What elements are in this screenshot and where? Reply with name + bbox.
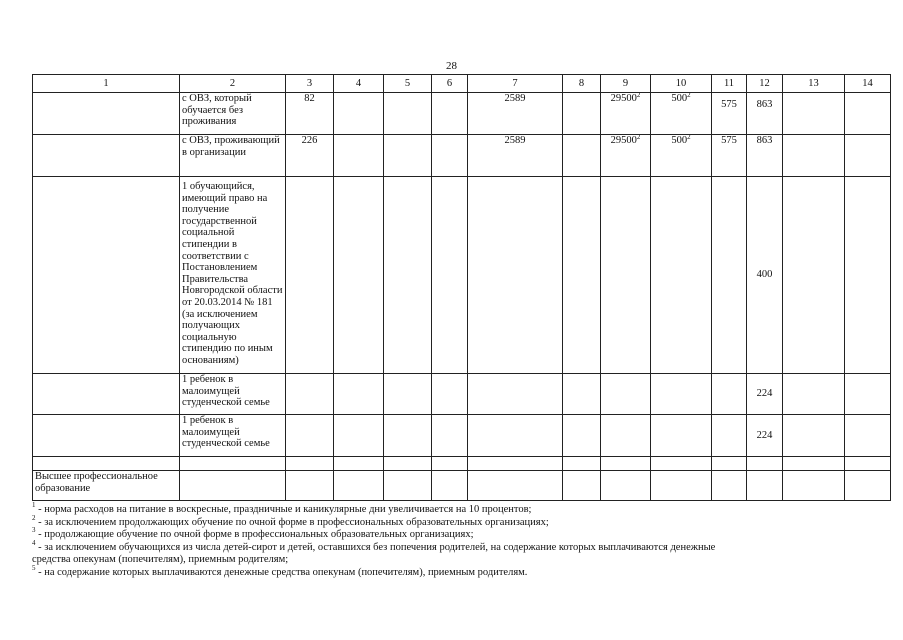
column-header: 14 — [845, 75, 891, 93]
column-header: 10 — [651, 75, 712, 93]
footnotes — [32, 501, 892, 580]
table-row — [33, 471, 891, 501]
column-header: 7 — [468, 75, 563, 93]
value-cell: 226 — [286, 135, 334, 177]
value-cell: 29500$^2$ — [601, 93, 651, 135]
description-cell: с ОВЗ, который обучается без проживания — [180, 93, 286, 135]
description-cell: с ОВЗ, проживающий в организации — [180, 135, 286, 177]
category-cell — [33, 177, 180, 374]
description-cell: 1 ребенок в малоимущей студенческой семье — [180, 374, 286, 415]
table-row — [33, 177, 891, 374]
column-header: 13 — [783, 75, 845, 93]
column-header: 2 — [180, 75, 286, 93]
footnote: $^4$ - за исключением обучающихся из числа детей-сирот и детей, оставшихся без попечения родителей, на содержание которых выплачиваются денежные — [32, 538, 716, 553]
column-header: 5 — [384, 75, 432, 93]
category-cell — [33, 93, 180, 135]
table-row — [33, 93, 891, 135]
column-header: 6 — [432, 75, 468, 93]
value-cell: 863 — [747, 93, 783, 135]
description-cell — [180, 471, 286, 501]
category-cell — [33, 374, 180, 415]
footnote-mark: 3 — [32, 526, 36, 535]
footnote-mark: 2 — [32, 513, 36, 522]
category-cell — [33, 415, 180, 457]
value-cell: 575 — [712, 93, 747, 135]
value-cell: $500^2$ — [651, 93, 712, 135]
footnote: $^1$ - норма расходов на питание в воскресные, праздничные и каникулярные дни увеличивается на 10 процентов; — [32, 501, 532, 515]
value-cell: 2589 — [468, 93, 563, 135]
column-number-row — [33, 75, 891, 93]
column-header: 4 — [334, 75, 384, 93]
footnote-mark: 1 — [32, 501, 36, 509]
footnote-mark: 2 — [636, 92, 641, 99]
footnote-mark: 2 — [687, 92, 691, 99]
footnote-mark: 5 — [32, 563, 36, 572]
page-number: 28 — [446, 60, 457, 72]
value-cell: 2589 — [468, 135, 563, 177]
value-cell: 575 — [712, 135, 747, 177]
footnote-mark: 2 — [636, 134, 641, 141]
footnote-mark: 2 — [687, 134, 691, 141]
value-cell: 82 — [286, 93, 334, 135]
table-row — [33, 415, 891, 457]
category-cell — [33, 135, 180, 177]
footnote-mark: 4 — [32, 538, 36, 547]
value-cell: 863 — [747, 135, 783, 177]
category-cell — [33, 457, 180, 471]
column-header: 11 — [712, 75, 747, 93]
column-header: 9 — [601, 75, 651, 93]
description-cell: 1 ребенок в малоимущей студенческой семье — [180, 415, 286, 457]
footnote: $^5$ - на содержание которых выплачиваются денежные средства опекунам (попечителям), приемным родителям. — [32, 563, 528, 578]
table-row — [33, 457, 891, 471]
column-header: 8 — [563, 75, 601, 93]
value-cell: 400 — [747, 177, 783, 374]
expenditure-norms-table — [32, 74, 891, 501]
value-cell: 29500$^2$ — [601, 135, 651, 177]
value-cell: $500^2$ — [651, 135, 712, 177]
description-cell — [180, 457, 286, 471]
column-header: 1 — [33, 75, 180, 93]
footnote: $^3$ - продолжающие обучение по очной форме в профессиональных образовательных организациях; — [32, 526, 474, 541]
footnote: $^2$ - за исключением продолжающих обучение по очной форме в профессиональных образовательных организациях; — [32, 513, 549, 528]
value-cell: 224 — [747, 374, 783, 415]
category-cell: Высшее профессиональное образование — [33, 471, 180, 501]
description-cell: 1 обучающийся, имеющий право на получение государственной социальной стипендии в соответствии с Постановлением Правительства Новгородской области от 20.03.2014 № 181 (за исключением получающих социальную стипендию по иным основаниям) — [180, 177, 286, 374]
table-row — [33, 135, 891, 177]
column-header: 3 — [286, 75, 334, 93]
table-row — [33, 374, 891, 415]
footnote-continuation: средства опекунам (попечителям), приемным родителям; — [32, 554, 289, 566]
column-header: 12 — [747, 75, 783, 93]
value-cell: 224 — [747, 415, 783, 457]
